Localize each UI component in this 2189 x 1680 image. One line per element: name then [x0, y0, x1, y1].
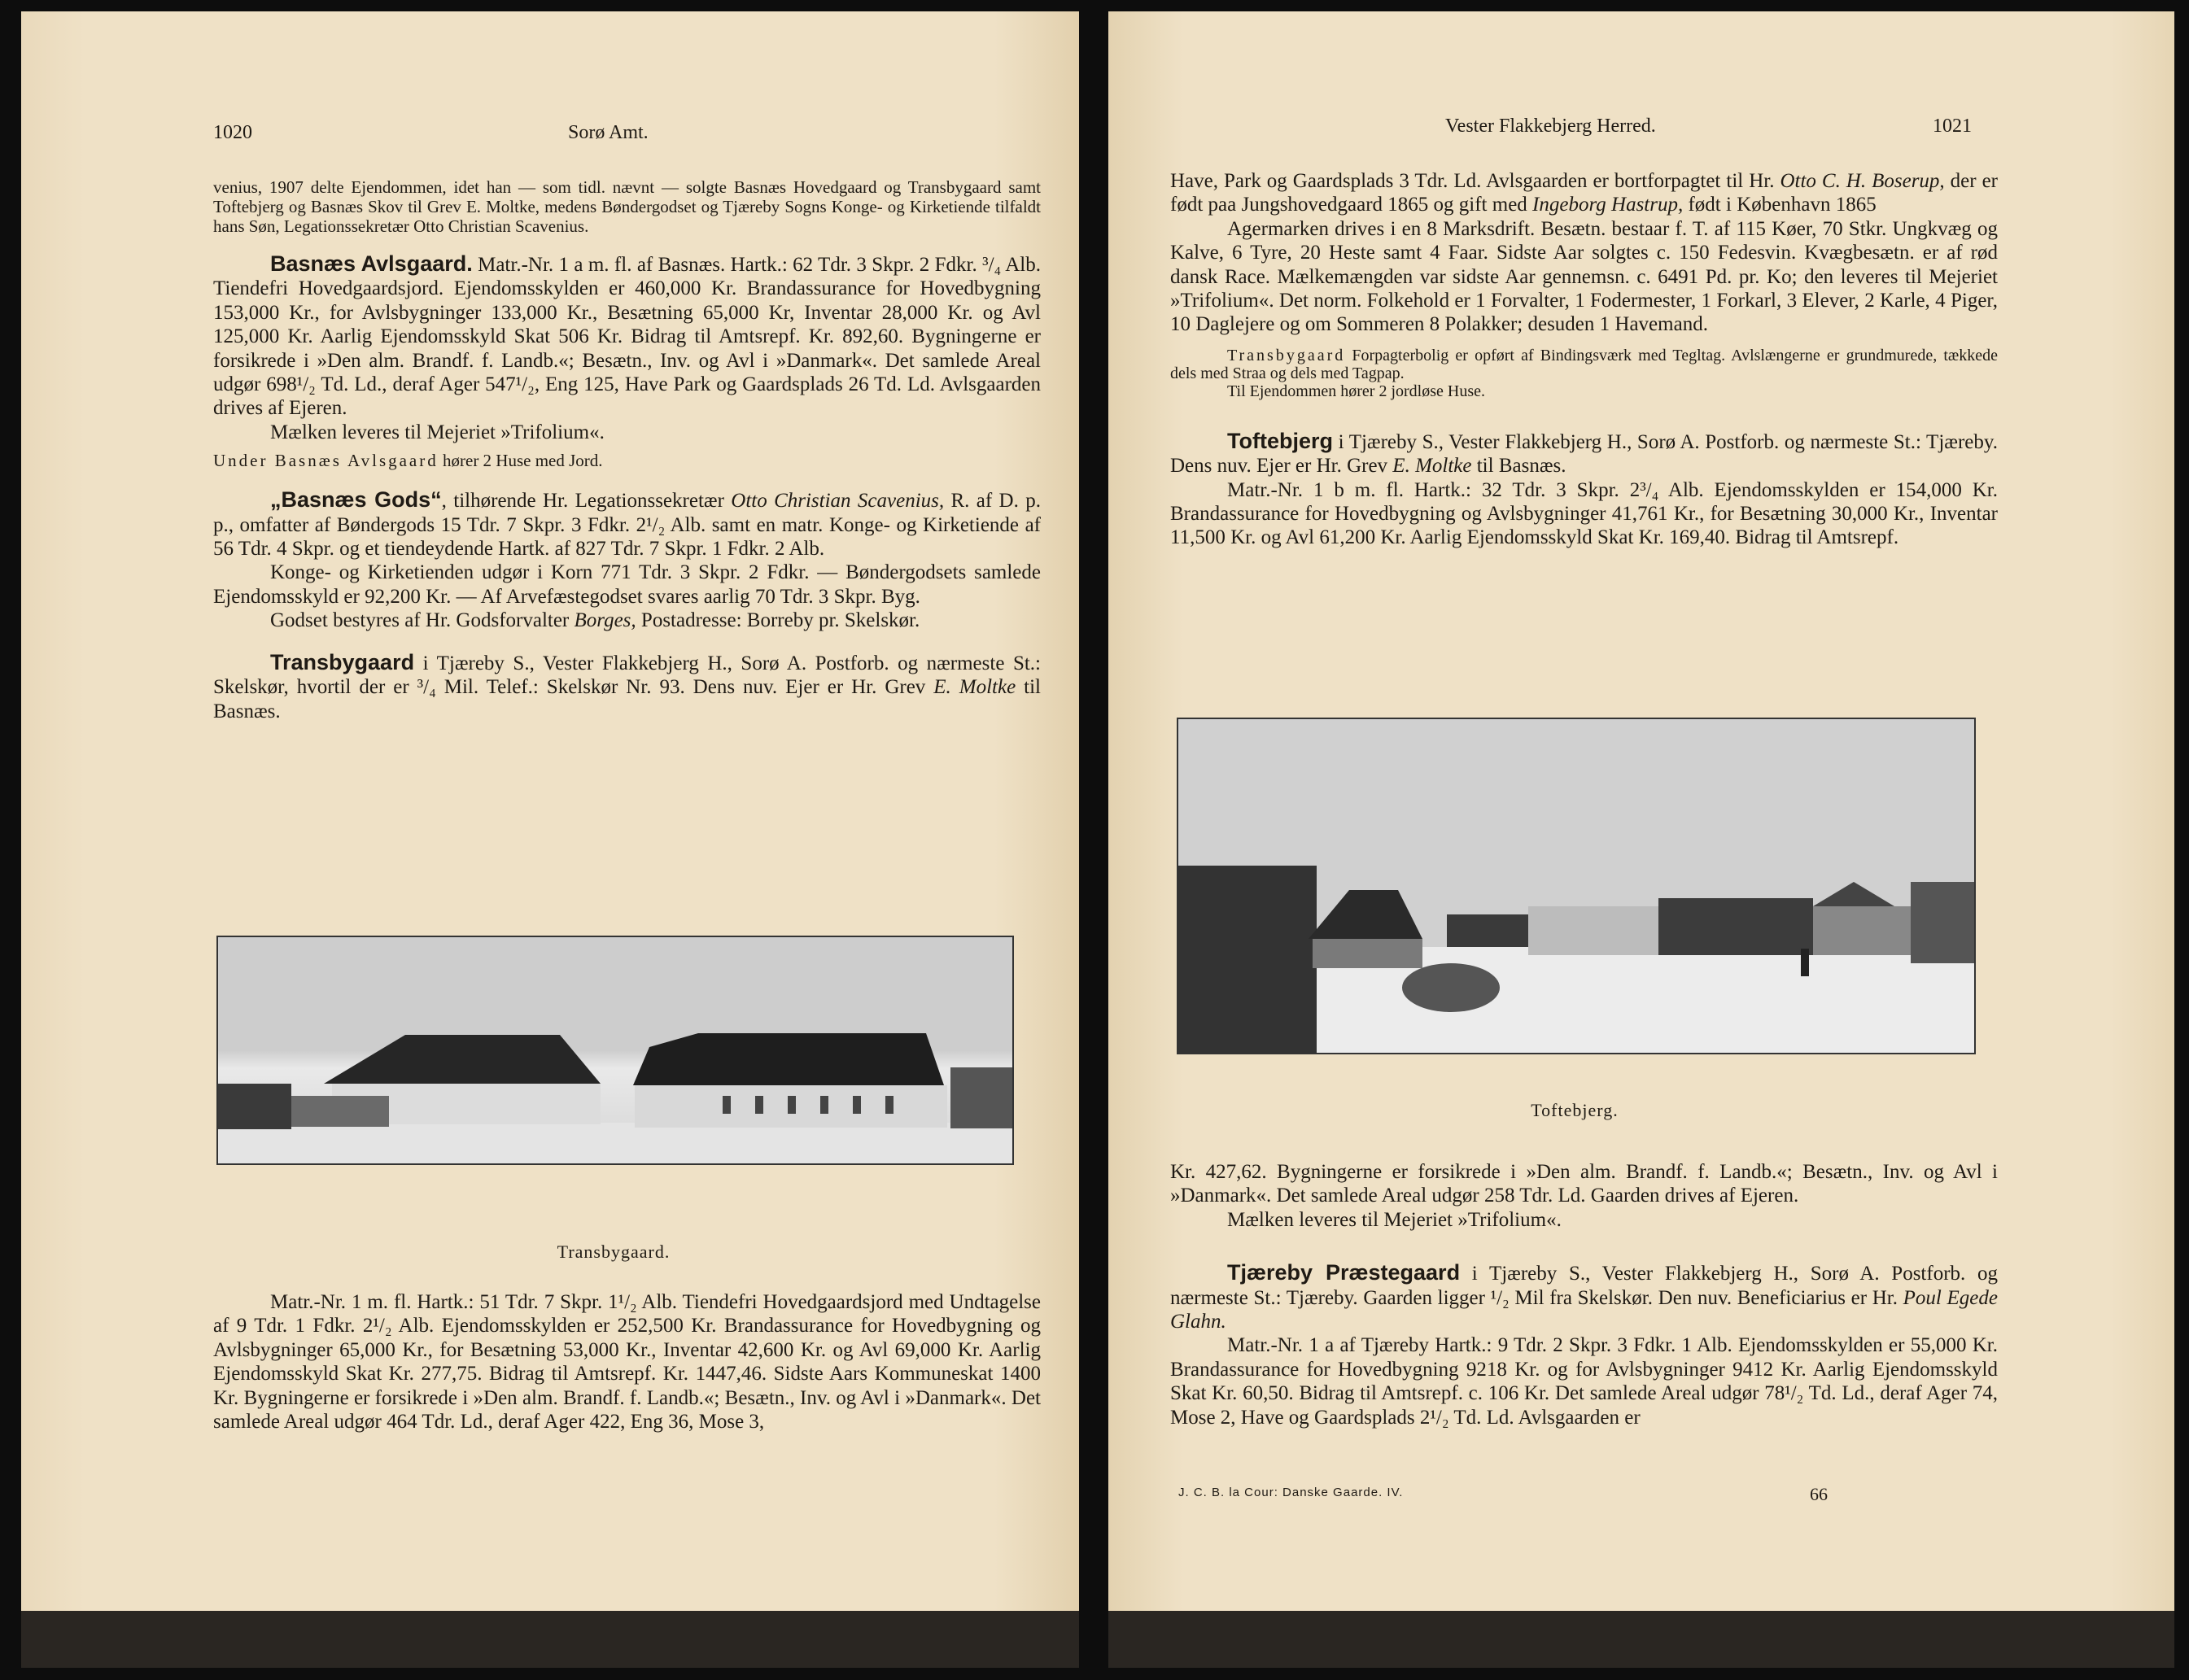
running-head: Sorø Amt.: [568, 122, 649, 143]
entry-heading: Transbygaard: [270, 649, 415, 674]
paragraph: Konge- og Kirketienden udgør i Korn 771 Tdr. 3 Skpr. 2 Fdkr. — Bøndergodsets samlede Ejendomsskyld er 92,200 Kr. — Af Arvefæstegodset svares aarlig 70 Tdr. 3 Skpr. Byg.: [213, 561, 1041, 608]
right-page: [1108, 11, 2174, 1668]
paragraph: Matr.-Nr. 1 m. fl. Hartk.: 51 Tdr. 7 Skpr. 1¹/₂ Alb. Tiendefri Hovedgaardsjord med Undtagelse af 9 Tdr. 1 Fdkr. 2¹/₂ Alb. Ejendomsskylden er 252,500 Kr. Brandassurance for Hovedbygning og Avlsbygninger 65,000 Kr., for Besætning 53,000 Kr., Inventar 42,600 Kr. og Avl 69,000 Kr. Aarlig Ejendomsskyld Skat Kr. 277,75. Bidrag til Amtsrepf. Kr. 1447,46. Sidste Aars Kommuneskat 1400 Kr. Bygningerne er forsikrede i »Den alm. Brandf. f. Landb.«; Besætn., Inv. og Avl i »Danmark«. Det samlede Areal udgør 464 Tdr. Ld., deraf Ager 422, Eng 36, Mose 3,: [213, 1291, 1041, 1433]
paragraph-tjaereby-praestegaard: Tjæreby Præstegaard i Tjæreby S., Vester Flakkebjerg H., Sorø A. Postforb. og nærmeste St.: Tjæreby. Gaarden ligger ¹/₂ Mil fra Skelskør. Den nuv. Beneficiarius er Hr. Poul Egede Glahn.: [1170, 1260, 1998, 1333]
paragraph: Agermarken drives i en 8 Marksdrift. Besætn. bestaar f. T. af 115 Køer, 70 Stkr. Ungkvæg og Kalve, 6 Tyre, 20 Heste samt 4 Faar. Sidste Aar solgtes c. 150 Fedesvin. Kvægbesætn. er af rød dansk Race. Mælkemængden var sidste Aar gennemsn. c. 6491 Pd. pr. Ko; den leveres til Mejeriet »Trifolium«. Det norm. Folkehold er 1 Forvalter, 1 Fodermester, 1 Forkarl, 3 Elever, 2 Karle, 4 Piger, 10 Daglejere og om Sommeren 8 Polakker; desuden 1 Havemand.: [1170, 217, 1998, 336]
toftebjerg-photo: [1177, 718, 1976, 1054]
entry-heading: „Basnæs Gods“: [270, 487, 442, 513]
left-lower-text: [213, 1290, 1041, 1433]
entry-heading: Tjæreby Præstegaard: [1227, 1260, 1461, 1285]
paragraph: Matr.-Nr. 1 a af Tjæreby Hartk.: 9 Tdr. 2 Skpr. 3 Fdkr. 1 Alb. Ejendomsskylden er 55,000 Kr. Brandassurance for Hovedbygning 9218 Kr. og for Avlsbygninger 9412 Kr. Aarlig Ejendomsskyld Skat Kr. 60,50. Bidrag til Amtsrepf. c. 106 Kr. Det samlede Areal udgør 78¹/₂ Td. Ld., deraf Ager 74, Mose 2, Have og Gaardsplads 2¹/₂ Td. Ld. Avlsgaarden er: [1170, 1334, 1998, 1429]
photo-caption: Toftebjerg.: [1531, 1100, 1619, 1120]
paragraph: Godset bestyres af Hr. Godsforvalter Borges, Postadresse: Borreby pr. Skelskør.: [270, 609, 920, 632]
paragraph: Mælken leveres til Mejeriet »Trifolium«.: [1227, 1208, 1562, 1231]
paragraph: Have, Park og Gaardsplads 3 Tdr. Ld. Avlsgaarden er bortforpagtet til Hr. Otto C. H. Boserup, der er født paa Jungshovedgaard 1865 og gift med Ingeborg Hastrup, født i København 1865: [1170, 170, 1999, 216]
sheet-number: 66: [1810, 1484, 1828, 1504]
paragraph: Kr. 427,62. Bygningerne er forsikrede i »Den alm. Brandf. f. Landb.«; Besætn., Inv. og Avl i »Danmark«. Det samlede Areal udgør 258 Tdr. Ld. Gaarden drives af Ejeren.: [1170, 1161, 1998, 1207]
running-head: Vester Flakkebjerg Herred.: [1445, 116, 1656, 137]
right-upper-text: [1170, 169, 1998, 550]
paragraph: Matr.-Nr. 1 b m. fl. Hartk.: 32 Tdr. 3 Skpr. 2³/₄ Alb. Ejendomsskylden er 154,000 Kr. Brandassurance for Hovedbygning og Avlsbygninger 41,761 Kr., for Besætning 30,000 Kr., Inventar 11,500 Kr. og Avl 61,200 Kr. Aarlig Ejendomsskyld Skat Kr. 169,40. Bidrag til Amtsrepf.: [1170, 478, 1998, 549]
farm-buildings-image: [218, 937, 1012, 1163]
paragraph-note: Under Basnæs Avlsgaard hører 2 Huse med Jord.: [213, 451, 603, 471]
paragraph-note: Transbygaard Forpagterbolig er opført af Bindingsværk med Tegltag. Avlslængerne er grundmurede, tækkede dels med Straa og dels med Tagpap.: [1170, 346, 1998, 382]
paragraph-transbygaard: Transbygaard i Tjæreby S., Vester Flakkebjerg H., Sorø A. Postforb. og nærmeste St.: Skelskør, hvortil der er ³/₄ Mil. Telef.: Skelskør Nr. 93. Dens nuv. Ejer er Hr. Grev E. Moltke til Basnæs.: [213, 649, 1041, 722]
paragraph: Mælken leveres til Mejeriet »Trifolium«.: [270, 421, 605, 443]
entry-heading: Toftebjerg: [1227, 428, 1333, 453]
right-lower-text: [1170, 1160, 1998, 1429]
left-page: [21, 11, 1079, 1668]
winter-farm-image: [1178, 719, 1974, 1053]
paragraph-basnaes-avlsgaard: Basnæs Avlsgaard. Matr.-Nr. 1 a m. fl. af Basnæs. Hartk.: 62 Tdr. 3 Skpr. 2 Fdkr. ³/₄ Alb. Tiendefri Hovedgaardsjord. Ejendomsskylden er 460,000 Kr. Brandassurance for Hovedbygning 153,000 Kr., for Avlsbygninger 133,000 Kr., Besætning 65,000 Kr, Inventar 28,000 Kr. og Avl 125,000 Kr. Aarlig Ejendomsskyld Skat 506 Kr. Bidrag til Amtsrepf. Kr. 892,60. Bygningerne er forsikrede i »Den alm. Brandf. f. Landb.«; Besætn., Inv. og Avl i »Danmark«. Det samlede Areal udgør 698¹/₂ Td. Ld., deraf Ager 547¹/₂, Eng 125, Have Park og Gaardsplads 26 Td. Ld. Avlsgaarden drives af Ejeren.: [213, 251, 1041, 420]
entry-heading: Basnæs Avlsgaard.: [270, 251, 473, 276]
printer-signature: J. C. B. la Cour: Danske Gaarde. IV.: [1178, 1486, 1404, 1499]
transbygaard-photo: [216, 936, 1014, 1165]
photo-caption: Transbygaard.: [557, 1241, 671, 1262]
paragraph-toftebjerg: Toftebjerg i Tjæreby S., Vester Flakkebjerg H., Sorø A. Postforb. og nærmeste St.: Tjæreby. Dens nuv. Ejer er Hr. Grev E. Moltke til Basnæs.: [1170, 428, 1998, 478]
left-upper-text: [213, 177, 1041, 723]
paragraph: venius, 1907 delte Ejendommen, idet han — som tidl. nævnt — solgte Basnæs Hovedgaard og Transbygaard samt Toftebjerg og Basnæs Skov til Grev E. Moltke, medens Bøndergodset og Tjæreby Sogns Konge- og Kirketiende tilfaldt hans Søn, Legationssekretær Otto Christian Scavenius.: [213, 177, 1041, 236]
paragraph-basnaes-gods: „Basnæs Gods“, tilhørende Hr. Legationssekretær Otto Christian Scavenius, R. af D. p. p., omfatter af Bøndergods 15 Tdr. 7 Skpr. 3 Fdkr. 2¹/₂ Alb. samt en matr. Konge- og Kirketiende af 56 Tdr. 4 Skpr. og et tiendeydende Hartk. af 827 Tdr. 7 Skpr. 1 Fdkr. 2 Alb.: [213, 487, 1041, 561]
page-number: 1020: [213, 122, 252, 143]
page-number: 1021: [1933, 116, 1972, 137]
paragraph-note: Til Ejendommen hører 2 jordløse Huse.: [1227, 382, 1486, 400]
